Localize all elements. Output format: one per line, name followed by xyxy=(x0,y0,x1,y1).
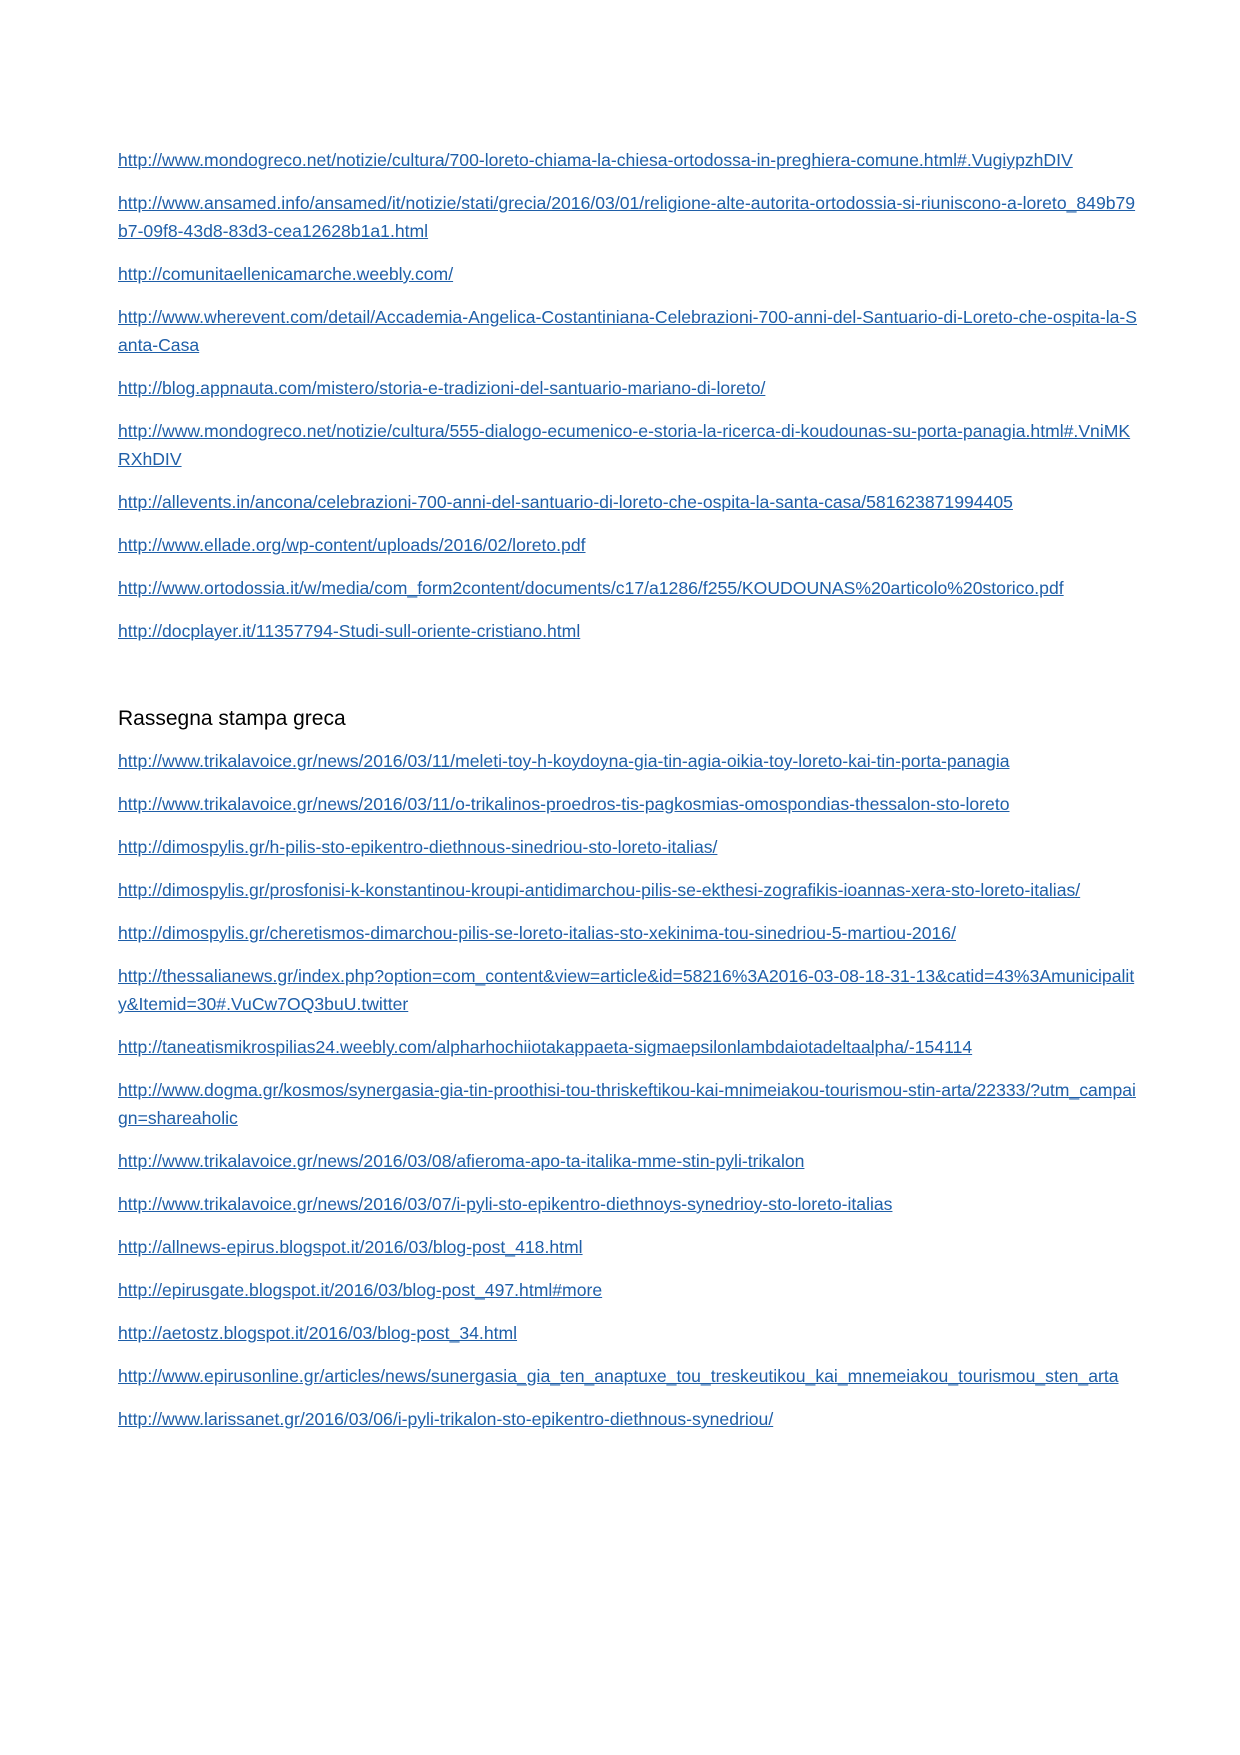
link[interactable]: http://comunitaellenicamarche.weebly.com/ xyxy=(118,264,454,284)
link[interactable]: http://www.trikalavoice.gr/news/2016/03/11/meleti-toy-h-koydoyna-gia-tin-agia-oikia-toy-loreto-kai-tin-porta-panagia xyxy=(118,751,1010,771)
page-content xyxy=(118,146,1138,1448)
list-item xyxy=(118,1319,1138,1347)
link[interactable]: http://dimospylis.gr/h-pilis-sto-epikentro-diethnous-sinedriou-sto-loreto-italias/ xyxy=(118,837,718,857)
link[interactable]: http://www.dogma.gr/kosmos/synergasia-gia-tin-proothisi-tou-thriskeftikou-kai-mnimeiakou-tourismou-stin-arta/22333/?utm_campaign=shareaholic xyxy=(118,1080,1136,1128)
link[interactable]: http://www.larissanet.gr/2016/03/06/i-pyli-trikalon-sto-epikentro-diethnous-synedriou/ xyxy=(118,1409,774,1429)
list-item xyxy=(118,833,1138,861)
link[interactable]: http://allevents.in/ancona/celebrazioni-700-anni-del-santuario-di-loreto-che-ospita-la-santa-casa/581623871994405 xyxy=(118,492,1013,512)
link[interactable]: http://thessalianews.gr/index.php?option=com_content&view=article&id=58216%3A2016-03-08-18-31-13&catid=43%3Amunicipality&Itemid=30#.VuCw7OQ3buU.twitter xyxy=(118,966,1135,1014)
list-item xyxy=(118,574,1138,602)
link[interactable]: http://allnews-epirus.blogspot.it/2016/03/blog-post_418.html xyxy=(118,1237,583,1257)
list-item xyxy=(118,790,1138,818)
link[interactable]: http://www.ansamed.info/ansamed/it/notizie/stati/grecia/2016/03/01/religione-alte-autorita-ortodossia-si-riuniscono-a-loreto_849b79b7-09f8-43d8-83d3-cea12628b1a1.html xyxy=(118,193,1136,241)
list-item xyxy=(118,488,1138,516)
link[interactable]: http://www.ortodossia.it/w/media/com_form2content/documents/c17/a1286/f255/KOUDOUNAS%20articolo%20storico.pdf xyxy=(118,578,1064,598)
link[interactable]: http://www.epirusonline.gr/articles/news/sunergasia_gia_ten_anaptuxe_tou_treskeutikou_kai_mnemeiakou_tourismou_sten_arta xyxy=(118,1366,1119,1386)
link[interactable]: http://blog.appnauta.com/mistero/storia-e-tradizioni-del-santuario-mariano-di-loreto/ xyxy=(118,378,766,398)
list-item xyxy=(118,1076,1138,1132)
list-item xyxy=(118,417,1138,473)
list-item xyxy=(118,260,1138,288)
list-item xyxy=(118,146,1138,174)
list-item xyxy=(118,374,1138,402)
link[interactable]: http://www.mondogreco.net/notizie/cultura/700-loreto-chiama-la-chiesa-ortodossa-in-preghiera-comune.html#.VugiypzhDIV xyxy=(118,150,1073,170)
link-list-greek xyxy=(118,747,1138,1433)
link[interactable]: http://www.wherevent.com/detail/Accademia-Angelica-Costantiniana-Celebrazioni-700-anni-del-Santuario-di-Loreto-che-ospita-la-Santa-Casa xyxy=(118,307,1137,355)
link[interactable]: http://dimospylis.gr/cheretismos-dimarchou-pilis-se-loreto-italias-sto-xekinima-tou-sinedriou-5-martiou-2016/ xyxy=(118,923,956,943)
section-heading: Rassegna stampa greca xyxy=(118,707,346,730)
list-item xyxy=(118,1362,1138,1390)
list-item xyxy=(118,919,1138,947)
link[interactable]: http://www.trikalavoice.gr/news/2016/03/07/i-pyli-sto-epikentro-diethnoys-synedrioy-sto-loreto-italias xyxy=(118,1194,893,1214)
list-item xyxy=(118,747,1138,775)
link[interactable]: http://dimospylis.gr/prosfonisi-k-konstantinou-kroupi-antidimarchou-pilis-se-ekthesi-zografikis-ioannas-xera-sto-loreto-italias/ xyxy=(118,880,1081,900)
list-item xyxy=(118,303,1138,359)
list-item xyxy=(118,1147,1138,1175)
link[interactable]: http://www.mondogreco.net/notizie/cultura/555-dialogo-ecumenico-e-storia-la-ricerca-di-koudounas-su-porta-panagia.html#.VniMKRXhDIV xyxy=(118,421,1131,469)
list-item xyxy=(118,1405,1138,1433)
link[interactable]: http://taneatismikrospilias24.weebly.com/alpharhochiiotakappaeta-sigmaepsilonlambdaiotadeltaalpha/-154114 xyxy=(118,1037,973,1057)
list-item xyxy=(118,189,1138,245)
list-item xyxy=(118,1190,1138,1218)
link[interactable]: http://www.trikalavoice.gr/news/2016/03/11/o-trikalinos-proedros-tis-pagkosmias-omospondias-thessalon-sto-loreto xyxy=(118,794,1010,814)
link[interactable]: http://epirusgate.blogspot.it/2016/03/blog-post_497.html#more xyxy=(118,1280,603,1300)
link[interactable]: http://aetostz.blogspot.it/2016/03/blog-post_34.html xyxy=(118,1323,518,1343)
list-item xyxy=(118,962,1138,1018)
link[interactable]: http://www.ellade.org/wp-content/uploads/2016/02/loreto.pdf xyxy=(118,535,586,555)
link[interactable]: http://www.trikalavoice.gr/news/2016/03/08/afieroma-apo-ta-italika-mme-stin-pyli-trikalon xyxy=(118,1151,805,1171)
list-item xyxy=(118,1033,1138,1061)
link-list-italian xyxy=(118,146,1138,645)
list-item xyxy=(118,1276,1138,1304)
list-item xyxy=(118,1233,1138,1261)
list-item xyxy=(118,531,1138,559)
list-item xyxy=(118,617,1138,645)
link[interactable]: http://docplayer.it/11357794-Studi-sull-oriente-cristiano.html xyxy=(118,621,581,641)
list-item xyxy=(118,876,1138,904)
